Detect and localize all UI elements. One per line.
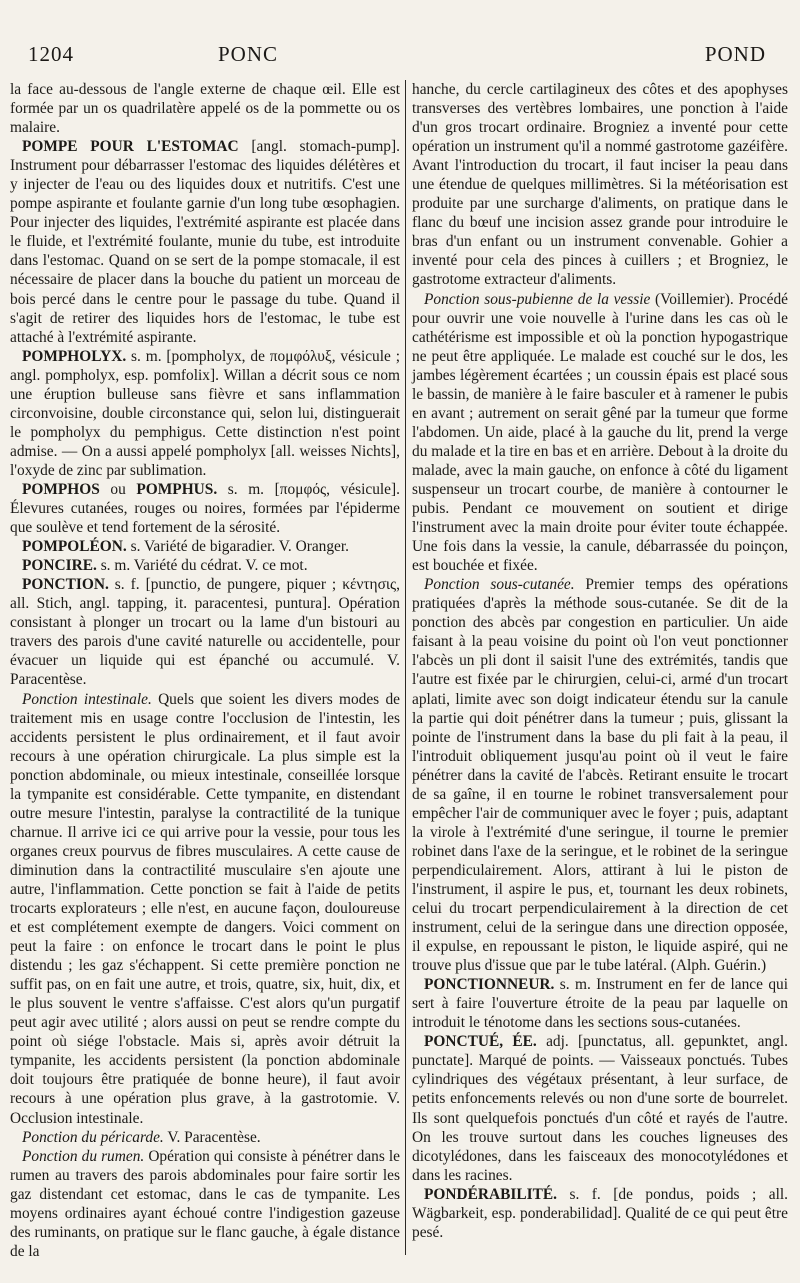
entry-ponderabilite (412, 1185, 788, 1242)
entry-text: s. f. [punctio, de pungere, piquer ; κέντησις, all. Stich, angl. tapping, it. paracentesi, puntura]. Opération consistant à plonger un trocart ou la lame d'un bistouri au travers des parois d'une cavité naturelle ou accidentelle, pour évacuer un liquide qui est épanché ou accumulé. V. Paracentèse. (10, 576, 400, 689)
left-catchword: PONC (218, 42, 279, 66)
subentry-ponction-rumen (10, 1147, 400, 1261)
entry-pomphos (10, 480, 400, 537)
subentry-ponction-sous-pubienne (412, 290, 788, 576)
right-catchword: POND (704, 42, 766, 66)
subheading: Ponction sous-pubienne de la vessie (424, 290, 651, 308)
headword: POMPHOS (22, 480, 100, 498)
conjunction: ou (110, 480, 126, 498)
running-header (28, 40, 788, 74)
headword: POMPHUS. (136, 480, 218, 498)
page-number: 1204 (28, 42, 74, 66)
entry-text: s. Variété de bigaradier. V. Oranger. (130, 538, 350, 556)
entry-text: s. m. [pompholyx, de πομφόλυξ, vésicule ; angl. pompholyx, esp. pomfolix]. Willan a décrit sous ce nom une éruption bulleuse sans fièvre et sans inflammation circonvoisine, double circonstance qui, selon lui, distinguerait le pompholyx du pemphigus. Cette distinction n'est point admise. — On a aussi appelé pompholyx [all. weisses Nichts], l'oxyde de zinc par sublimation. (10, 347, 400, 479)
headword: PONCIRE. (22, 557, 97, 575)
entry-text: s. m. [πομφός, vésicule]. Élevures cutanées, rouges ou noires, formées par l'épiderme que soulève et tend fortement de la sérosité. (10, 480, 400, 537)
subheading: Ponction intestinale. (22, 690, 152, 708)
headword: PONCTIONNEUR. (424, 976, 555, 994)
column-divider (405, 80, 406, 1255)
entry-ponctionneur (412, 975, 788, 1032)
entry-text: Opération qui consiste à pénétrer dans le rumen au travers des parois abdominales pour faire sortir les gaz distendant cet estomac, dans le cas de tympanite. Les moyens ordinaires ayant échoué contre l'indigestion gazeuse des ruminants, on pratique sur le flanc gauche, à égale distance de la (10, 1147, 400, 1260)
left-column (10, 80, 400, 1261)
entry-continuation: la face au-dessous de l'angle externe de chaque œil. Elle est formée par un os quadrilatère appelé os de la pommette ou os malaire. (10, 81, 400, 137)
entry-pompholyx (10, 347, 400, 480)
headword: PONDÉRABILITÉ. (424, 1185, 557, 1203)
subheading: Ponction sous-cutanée. (424, 576, 575, 594)
entry-pompe-pour-l-estomac (10, 137, 400, 347)
entry-text: s. m. Variété du cédrat. V. ce mot. (100, 557, 308, 575)
headword: PONCTION. (22, 576, 109, 594)
entry-poncire (10, 556, 400, 575)
entry-ponction (10, 575, 400, 689)
subheading: Ponction du rumen. (22, 1147, 145, 1165)
entry-text: Quels que soient les divers modes de traitement mis en usage contre l'occlusion de l'intestin, les accidents persistent le plus ordinairement, et il faut avoir recours à une opération chirurgicale. La plus simple est la ponction abdominale, ou mieux intestinale, conseillée lorsque la tympanite est considérable. Cette tympanite, en distendant outre mesure l'intestin, paralyse la contractilité de la tunique charnue. Il arrive ici ce qui arrive pour la vessie, pour tous les organes creux pourvus de fibres musculaires. A cette cause de diminution dans la contractilité musculaire s'en ajoute une autre, l'inflammation. Cette ponction se fait à l'aide de petits trocarts explorateurs ; elle n'est, en aucune façon, douloureuse et est complétement exempte de dangers. Voici comment on peut la faire : on enfonce le trocart dans le point le plus distendu ; les gaz s'échappent. Si cette première ponction ne suffit pas, on en fait une autre, et trois, quatre, six, huit, dix, et le plus souvent le ventre s'affaisse. C'est alors qu'un purgatif peut agir avec utilité ; alors aussi on peut se rendre compte du point où siége l'obstacle. Mais si, après avoir détruit la tympanite, les accidents persistent (la ponction abdominale doit toujours être pratiquée de bonne heure), il faut avoir recours à une opération plus grave, à la gastrotomie. V. Occlusion intestinale. (10, 690, 400, 1127)
entry-text: Premier temps des opérations pratiquées d'après la méthode sous-cutanée. Se dit de la ponction des abcès par congestion en particulier. Un aide faisant à la peau voisine du point où l'on veut ponctionner l'abcès un pli dont il saisit l'une des extrémités, tandis que l'autre est fixée par le chirurgien, celui-ci, armé d'un trocart aplati, limite avec son doigt indicateur étendu sur la canule la partie qui doit pénétrer dans la tumeur ; puis, glissant la pointe de l'instrument dans la base du pli fait à la peau, il l'introduit obliquement jusqu'au point où il veut le faire pénétrer dans la cavité de l'abcès. Retirant ensuite le trocart de sa gaîne, il en tourne le robinet transversalement pour empêcher l'air de communiquer avec le foyer ; puis, adaptant la virole à l'extrémité d'une seringue, il tourne le premier robinet dans l'axe de la seringue, et le robinet de la seringue perpendiculairement. Alors, attirant à lui le piston de l'instrument, il aspire le pus, et, tournant les deux robinets, celui du trocart perpendiculairement à la direction de cet instrument, celui de la seringue dans une direction opposée, il expulse, en repoussant le piston, le liquide aspiré, qui ne trouve plus d'issue que par le tube latéral. (Alph. Guérin.) (412, 576, 788, 975)
headword: PONCTUÉ, ÉE. (424, 1033, 537, 1051)
entry-text: [angl. stomach-pump]. Instrument pour débarrasser l'estomac des liquides délétères et y injecter de l'eau ou des liquides doux et nutritifs. C'est une pompe aspirante et foulante garnie d'un long tube œsophagien. Pour injecter des liquides, l'extrémité aspirante est placée dans le fluide, et l'extrémité foulante, munie du tube, est introduite dans l'estomac. Quand on se sert de la pompe stomacale, il est nécessaire de placer dans la bouche du patient un morceau de bois percé dans le centre pour le passage du tube. Quand il s'agit de retirer des liquides hors de l'estomac, le tube est attaché à l'extrémité aspirante. (10, 138, 400, 346)
headword: POMPHOLYX. (22, 347, 127, 365)
entry-text: s. m. Instrument en fer de lance qui sert à faire l'ouverture étroite de la peau par laquelle on introduit le ténotome dans les sections sous-cutanées. (412, 976, 788, 1032)
entry-text: s. f. [de pondus, poids ; all. Wägbarkeit, esp. ponderabilidad]. Qualité de ce qui peut être pesé. (412, 1185, 788, 1241)
subheading: Ponction du péricarde. (22, 1128, 164, 1146)
entry-text: (Voillemier). Procédé pour ouvrir une voie nouvelle à l'urine dans les cas où le cathétérisme est impossible et où la ponction hypogastrique ne peut être appliquée. Le malade est couché sur le dos, les jambes légèrement écartées ; un coussin épais est placé sous le bassin, de manière à le faire basculer et à ramener le pubis en avant ; autrement on serait gêné par la tumeur que forme l'abdomen. Un aide, placé à la gauche du lit, prend la verge du malade et la tire en bas et en arrière. Debout à la droite du malade, avec la main gauche, on enfonce à côté du ligament suspenseur un trocart courbe, de manière à contourner le pubis. Pendant ce mouvement on soutient et dirige l'instrument avec la main droite pour éviter toute échappée. Une fois dans la vessie, la canule, débarrassée du poinçon, est bouchée et fixée. (412, 290, 788, 575)
headword: POMPE POUR L'ESTOMAC (22, 138, 239, 156)
subentry-ponction-sous-cutanee (412, 575, 788, 975)
entry-text: V. Paracentèse. (167, 1128, 261, 1146)
subentry-ponction-pericarde (10, 1128, 400, 1147)
entry-continuation: hanche, du cercle cartilagineux des côtes et des apophyses transverses des vertèbres lombaires, une ponction à l'aide d'un gros trocart ordinaire. Brogniez a inventé pour cette opération un instrument qu'il a nommé gastrotome gazéifère. Avant l'introduction du trocart, il faut inciser la peau dans une étendue de quelques millimètres. Si la météorisation est produite par une surcharge d'aliments, on pratique dans le flanc du bœuf une incision assez grande pour introduire le bras d'un enfant ou un instrument convenable. Gohier a inventé pour cela des pinces à cuillers ; et Brogniez, le gastrotome extracteur d'aliments. (412, 81, 788, 289)
right-column (412, 80, 788, 1242)
entry-text: adj. [punctatus, all. gepunktet, angl. punctate]. Marqué de points. — Vaisseaux ponctués. Tubes cylindriques des végétaux présentant, à leur surface, de petits enfoncements relevés ou non d'une sorte de bourrelet. Ils sont quelquefois ponctués d'un côté et rayés de l'autre. On les trouve surtout dans les couches ligneuses des dicotylédones, dans les faisceaux des monocotylédones et dans les racines. (412, 1033, 788, 1184)
subentry-ponction-intestinale (10, 690, 400, 1128)
headword: POMPOLÉON. (22, 538, 127, 556)
entry-pompoleon (10, 537, 400, 556)
entry-ponctue (412, 1032, 788, 1184)
